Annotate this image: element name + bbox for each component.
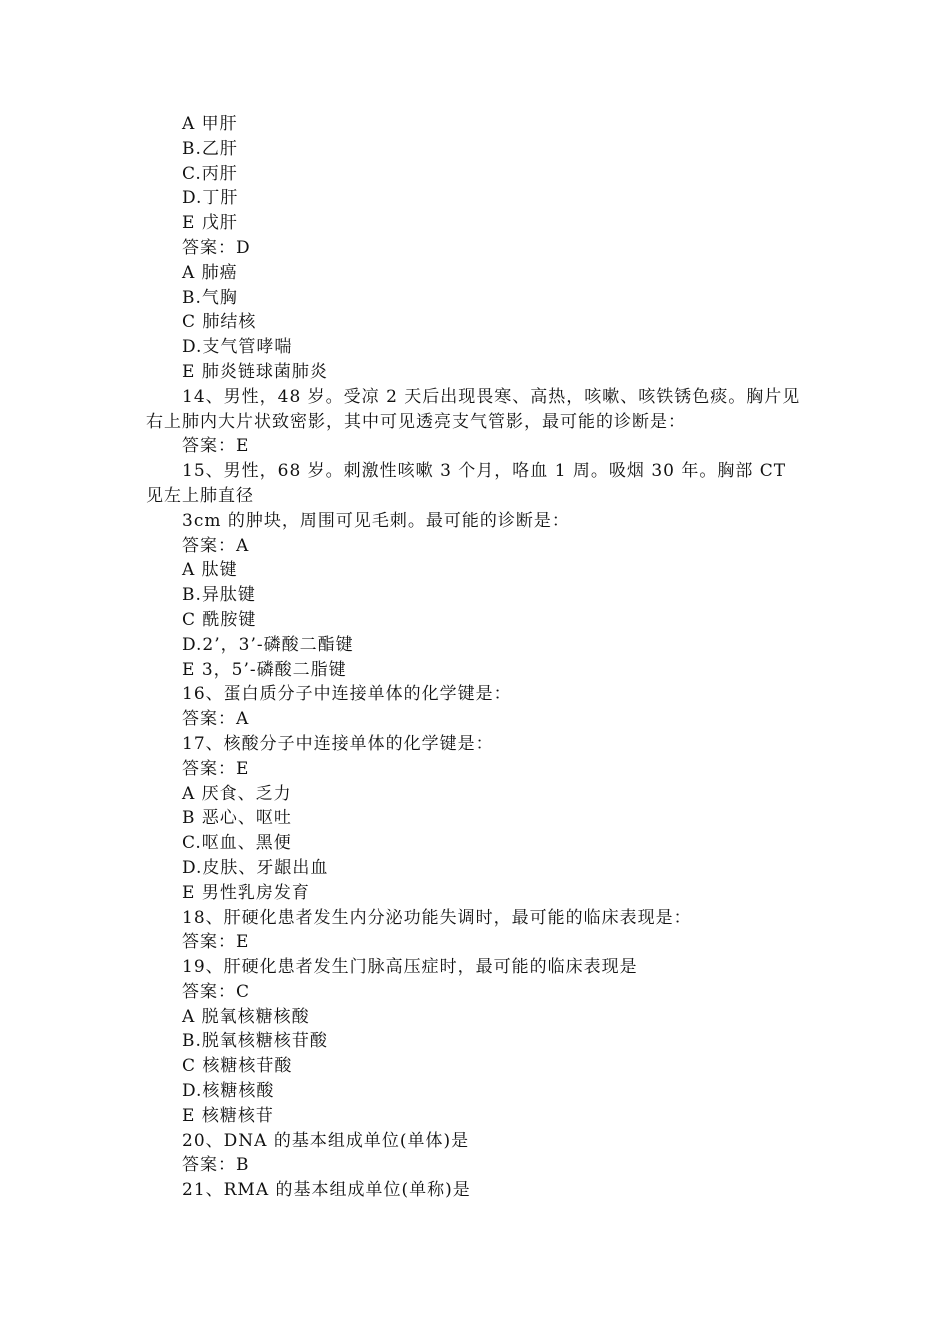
text-line: 答案：E: [182, 436, 250, 457]
text-line: 3cm 的肿块，周围可见毛刺。最可能的诊断是：: [182, 510, 570, 531]
text-line: A 厌食、乏力: [182, 783, 292, 804]
text-line: B 恶心、呕吐: [182, 808, 292, 829]
text-line: B.异肽键: [182, 585, 256, 606]
text-line: D.核糖核酸: [182, 1081, 275, 1102]
text-line: 18、肝硬化患者发生内分泌功能失调时，最可能的临床表现是：: [182, 907, 692, 928]
text-line: 答案：E: [182, 932, 250, 953]
text-line: 答案：A: [182, 535, 250, 556]
text-line: C.呕血、黑便: [182, 833, 292, 854]
text-line: E 男性乳房发育: [182, 882, 310, 903]
question-paragraph: 15、男性，68 岁。刺激性咳嗽 3 个月，咯血 1 周。吸烟 30 年。胸部 CT 见左上肺直径: [146, 461, 787, 506]
text-line: A 肽键: [182, 560, 238, 581]
text-line: A 甲肝: [182, 114, 238, 134]
text-line: 17、核酸分子中连接单体的化学键是：: [182, 733, 494, 754]
text-line: A 脱氧核糖核酸: [182, 1006, 310, 1027]
text-line: 答案：E: [182, 758, 250, 779]
text-line: 答案：C: [182, 981, 251, 1002]
text-line: D.丁肝: [182, 188, 239, 209]
text-line: 19、肝硬化患者发生门脉高压症时，最可能的临床表现是: [182, 957, 638, 978]
document-body: [146, 112, 806, 1203]
text-line: E 戊肝: [182, 213, 238, 234]
text-line: D.皮肤、牙龈出血: [182, 857, 329, 878]
text-line: 答案：A: [182, 709, 250, 730]
text-line: E 核糖核苷: [182, 1105, 274, 1126]
text-line: 答案：D: [182, 237, 251, 258]
text-line: D.支气管哮喘: [182, 337, 293, 358]
text-line: 16、蛋白质分子中连接单体的化学键是：: [182, 684, 512, 705]
text-line: E 肺炎链球菌肺炎: [182, 361, 328, 382]
text-line: 20、DNA 的基本组成单位(单体)是: [182, 1130, 470, 1151]
question-paragraph: 14、男性，48 岁。受凉 2 天后出现畏寒、高热，咳嗽、咳铁锈色痰。胸片见右上肺内大片状致密影，其中可见透亮支气管影，最可能的诊断是：: [146, 386, 801, 432]
text-line: C 核糖核苷酸: [182, 1056, 293, 1077]
text-line: B.脱氧核糖核苷酸: [182, 1031, 328, 1052]
text-line: C 肺结核: [182, 312, 257, 333]
text-line: 21、RMA 的基本组成单位(单称)是: [182, 1180, 471, 1201]
text-line: 答案：B: [182, 1155, 250, 1176]
text-line: C.丙肝: [182, 163, 238, 184]
text-line: E 3，5’-磷酸二脂键: [182, 659, 347, 680]
text-line: B.气胸: [182, 287, 238, 308]
text-line: A 肺癌: [182, 262, 238, 283]
text-line: B.乙肝: [182, 138, 238, 159]
text-line: D.2’，3’-磷酸二酯键: [182, 634, 354, 655]
text-line: C 酰胺键: [182, 609, 257, 630]
